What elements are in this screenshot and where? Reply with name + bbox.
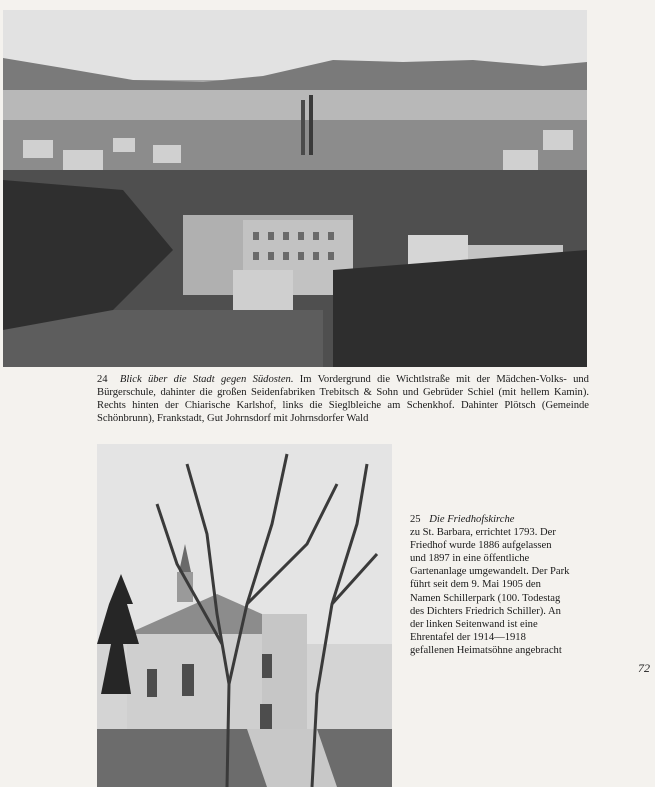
photo-cemetery-church — [97, 444, 392, 787]
caption-24-text: Im Vordergrund die Wichtlstraße mit der Mädchen-Volks- und Bürgerschule, dahinter die großen Seidenfabriken Trebitsch & Sohn und Gebrüder Schiel (mit hellem Kamin). Rechts hinten der Chiarische Karlshof, links die Sieglbleiche am Schenkhof. Dahinter Plötsch (Gemeinde Schönbrunn), Frankstadt, Gut Johrnsdorf mit Johrnsdorfer Wald — [97, 374, 589, 424]
caption-25-number: 25 — [410, 514, 421, 525]
page-number: 72 — [638, 661, 650, 675]
caption-24-title: Blick über die Stadt gegen Südosten. — [119, 374, 294, 385]
cemetery-church-image — [97, 444, 392, 787]
city-panorama-image — [3, 10, 587, 367]
photo-city-panorama — [3, 10, 587, 367]
caption-24 — [97, 373, 589, 425]
caption-25-text: zu St. Barbara, errichtet 1793. Der Friedhof wurde 1886 aufgelassen und 1897 in eine öffentliche Gartenanlage umgewandelt. Der Park führt seit dem 9. Mai 1905 den Namen Schillerpark (100. Todestag des Dichters Friedrich Schiller). An der linken Seitenwand ist eine Ehrentafel der 1914—1918 gefallenen Heimatsöhne angebracht — [410, 527, 570, 656]
caption-25 — [410, 513, 570, 657]
caption-25-title: Die Friedhofskirche — [429, 514, 515, 525]
caption-24-number: 24 — [97, 374, 108, 385]
